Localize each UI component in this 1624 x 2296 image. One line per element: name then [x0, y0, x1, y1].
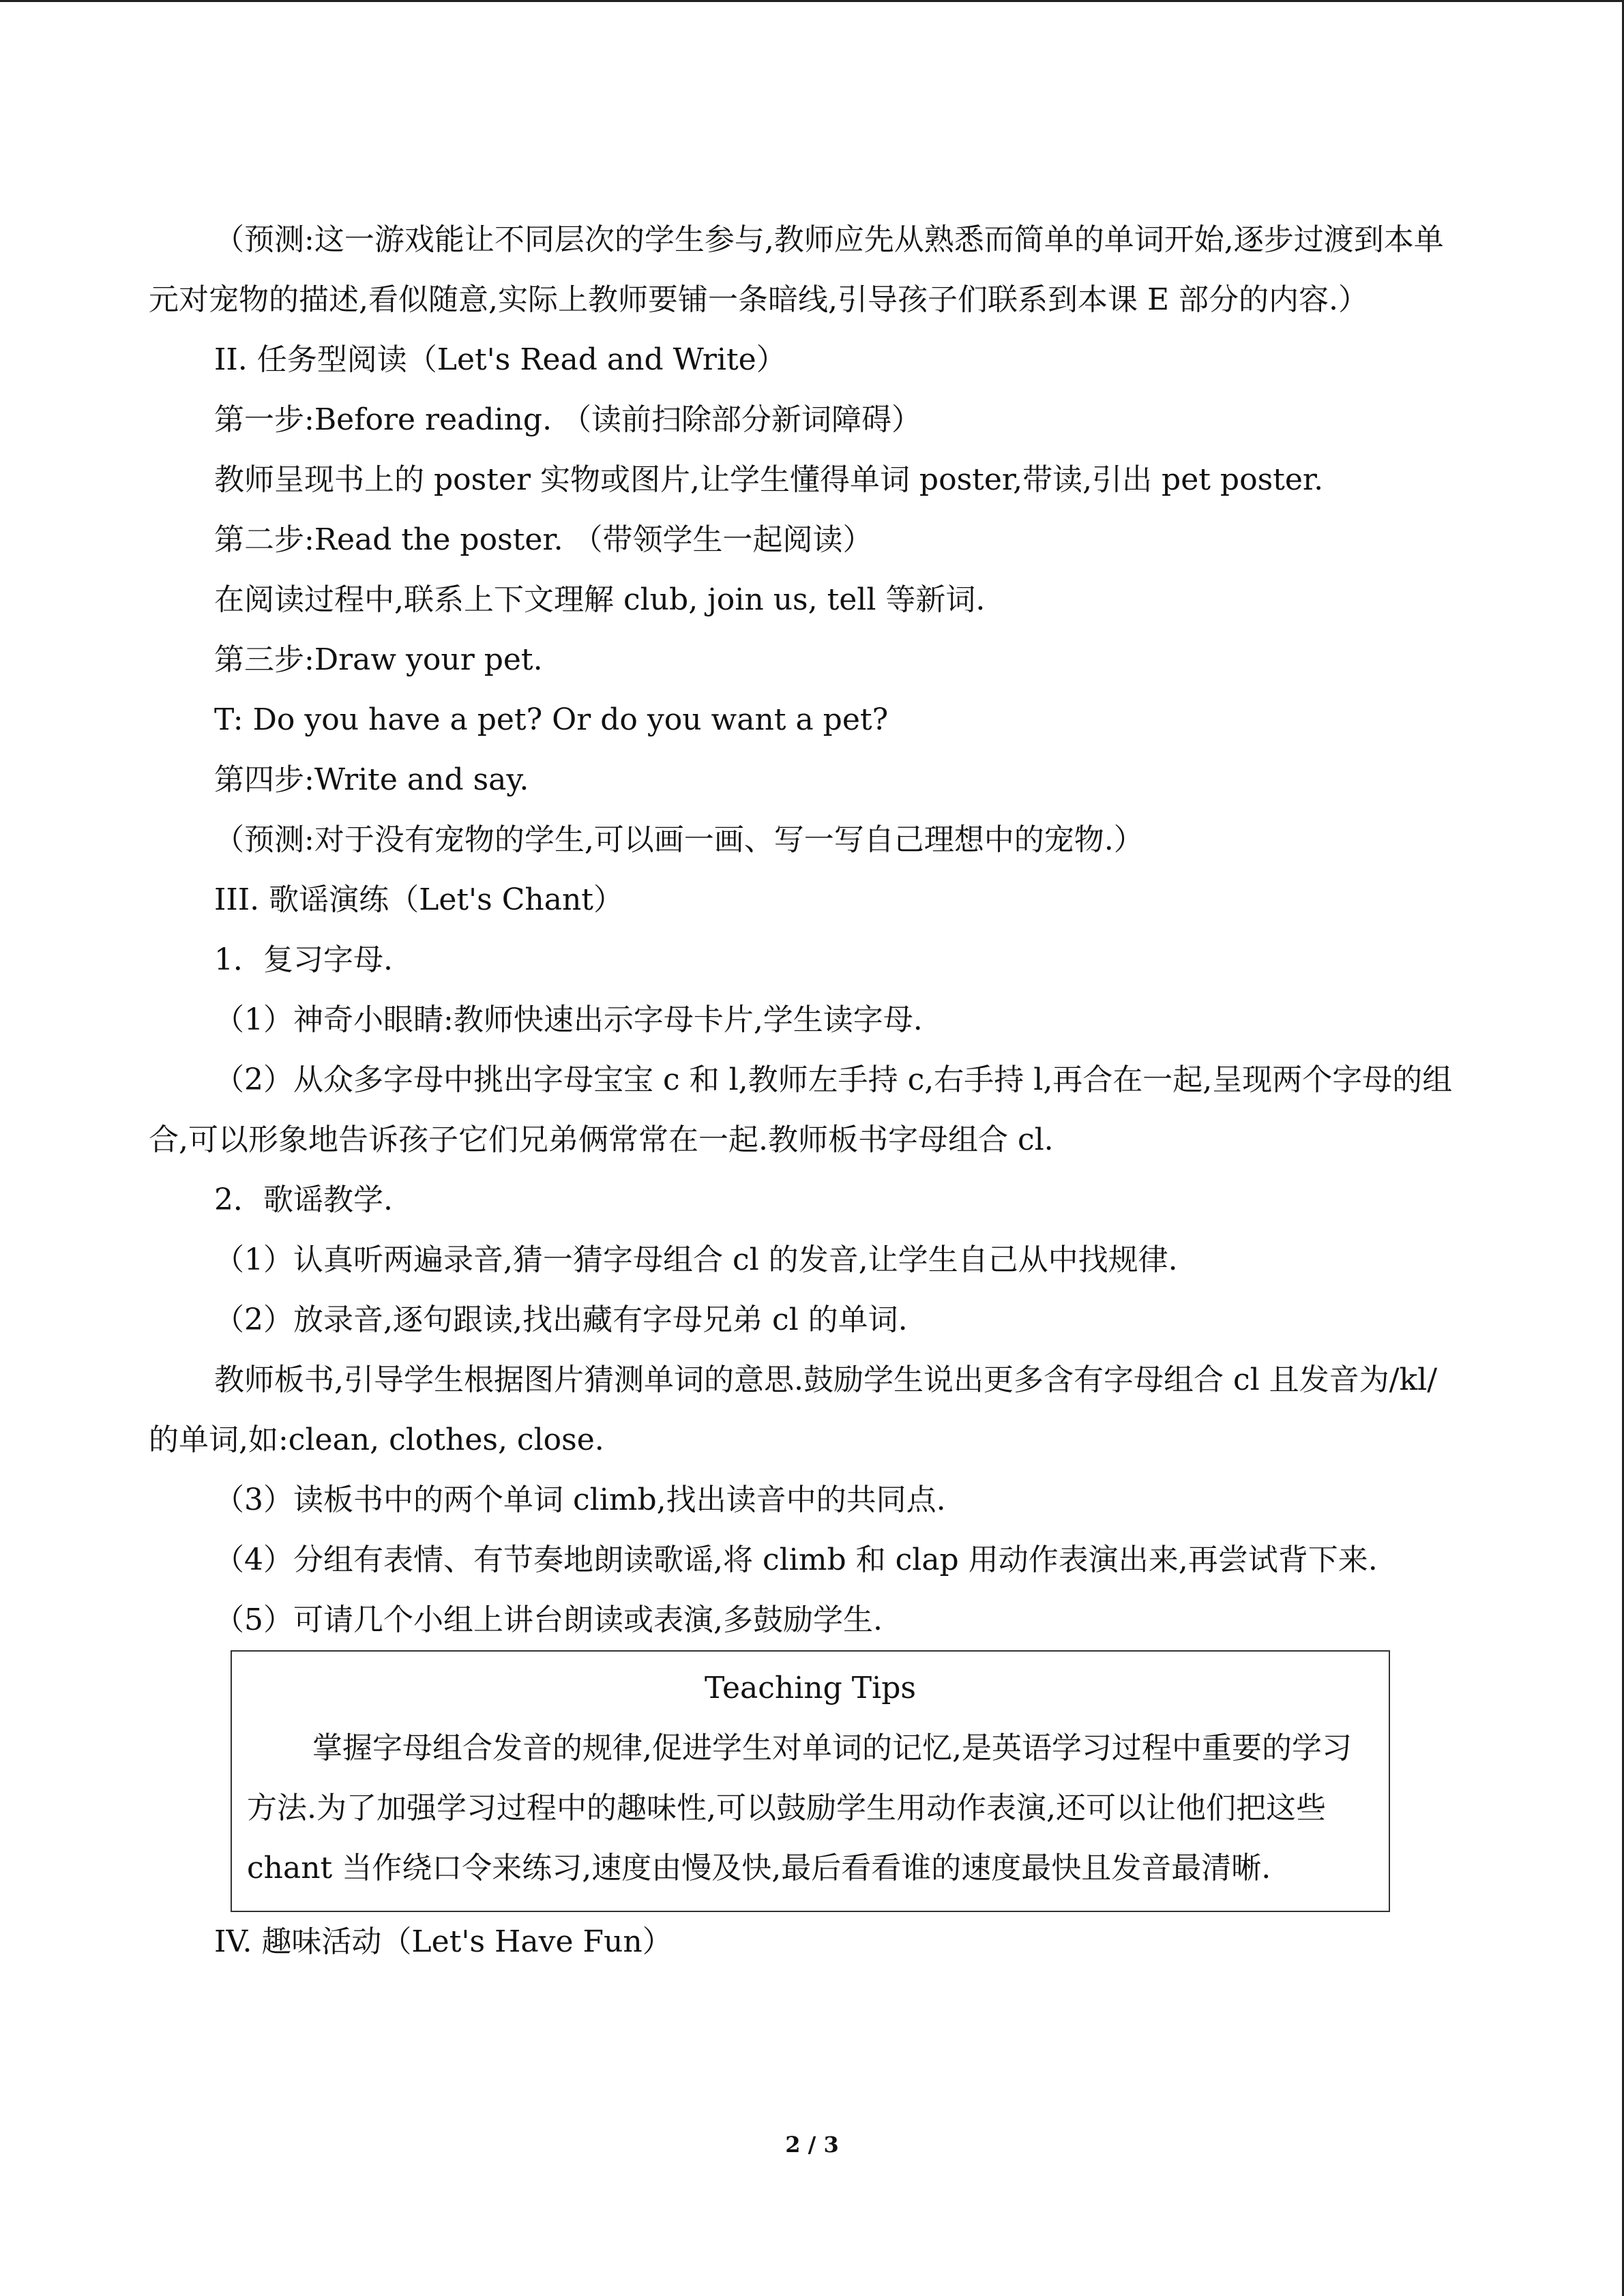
top-border-line	[0, 0, 1624, 2]
subitem-group-chant: （4）分组有表情、有节奏地朗读歌谣,将 climb 和 clap 用动作表演出来,再尝试背下来.	[214, 1542, 1378, 1577]
subitem-perform: （5）可请几个小组上讲台朗读或表演,多鼓励学生.	[214, 1602, 883, 1637]
paragraph-new-words: 在阅读过程中,联系上下文理解 club, join us, tell 等新词.	[214, 582, 986, 617]
section-heading-chant: III. 歌谣演练（Let's Chant）	[214, 882, 623, 917]
section-heading-fun: IV. 趣味活动（Let's Have Fun）	[214, 1924, 673, 1959]
paragraph-prediction-1: （预测:这一游戏能让不同层次的学生参与,教师应先从熟悉而简单的单词开始,逐步过渡到本单元对宠物的描述,看似随意,实际上教师要铺一条暗线,引导孩子们联系到本课 E 部分的内容.）	[149, 222, 1444, 317]
step-1: 第一步:Before reading. （读前扫除部分新词障碍）	[214, 402, 922, 437]
paragraph-board-writing: 教师板书,引导学生根据图片猜测单词的意思.鼓励学生说出更多含有字母组合 cl 且发音为/kl/的单词,如:clean, clothes, close.	[149, 1362, 1438, 1457]
section-heading-reading: II. 任务型阅读（Let's Read and Write）	[214, 342, 786, 377]
subitem-1: （1）神奇小眼睛:教师快速出示字母卡片,学生读字母.	[214, 1002, 923, 1037]
page-number: 2 / 3	[785, 2132, 839, 2158]
paragraph-poster: 教师呈现书上的 poster 实物或图片,让学生懂得单词 poster,带读,引出 pet poster.	[214, 462, 1324, 497]
subitem-listen: （1）认真听两遍录音,猜一猜字母组合 cl 的发音,让学生自己从中找规律.	[214, 1242, 1178, 1277]
step-3: 第三步:Draw your pet.	[214, 642, 543, 677]
step-4: 第四步:Write and say.	[214, 762, 529, 797]
teacher-question: T: Do you have a pet? Or do you want a pet?	[214, 702, 889, 737]
teaching-tips-title: Teaching Tips	[705, 1671, 916, 1705]
item-chant-teaching: 2．歌谣教学.	[214, 1182, 393, 1217]
teaching-tips-box	[231, 1650, 1390, 1912]
paragraph-prediction-2: （预测:对于没有宠物的学生,可以画一画、写一写自己理想中的宠物.）	[214, 822, 1144, 857]
document-body	[149, 210, 1465, 1972]
subitem-play-recording: （2）放录音,逐句跟读,找出藏有字母兄弟 cl 的单词.	[214, 1302, 908, 1337]
subitem-2: （2）从众多字母中挑出字母宝宝 c 和 l,教师左手持 c,右手持 l,再合在一起,呈现两个字母的组合,可以形象地告诉孩子它们兄弟俩常常在一起.教师板书字母组合 cl.	[149, 1062, 1453, 1157]
subitem-read-board: （3）读板书中的两个单词 climb,找出读音中的共同点.	[214, 1482, 946, 1517]
step-2: 第二步:Read the poster. （带领学生一起阅读）	[214, 522, 873, 557]
item-review-letters: 1．复习字母.	[214, 942, 393, 977]
teaching-tips-body: 掌握字母组合发音的规律,促进学生对单词的记忆,是英语学习过程中重要的学习方法.为了加强学习过程中的趣味性,可以鼓励学生用动作表演,还可以让他们把这些 chant 当作绕口令来练习,速度由慢及快,最后看看谁的速度最快且发音最清晰.	[247, 1731, 1352, 1885]
